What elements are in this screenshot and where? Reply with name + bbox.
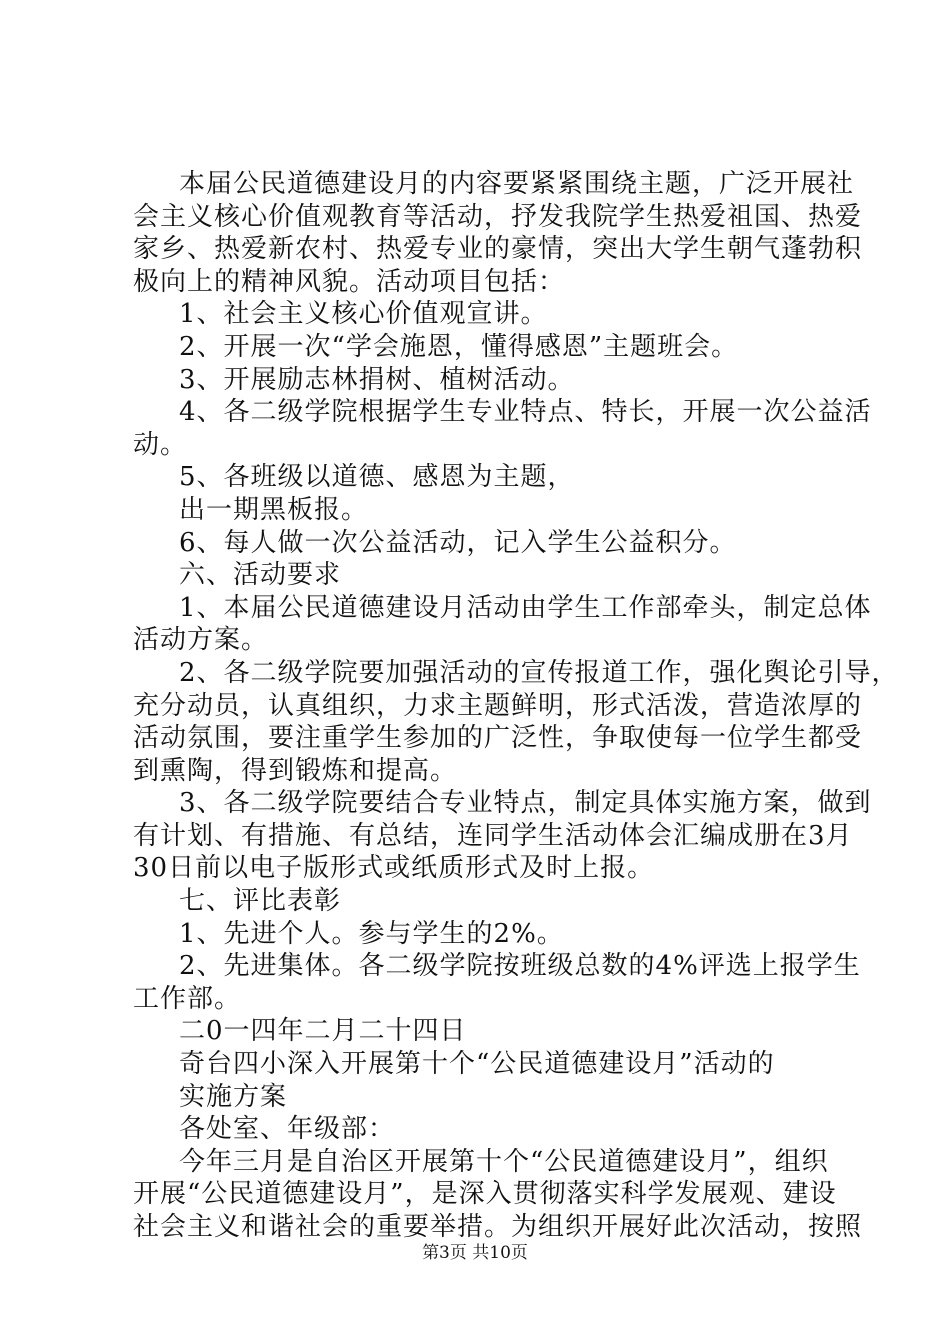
body-line: 本届公民道德建设月的内容要紧紧围绕主题，广泛开展社 (179, 169, 855, 199)
list-item: 1、社会主义核心价值观宣讲。 (179, 299, 548, 330)
list-item: 2、各二级学院要加强活动的宣传报道工作，强化舆论引导， (179, 657, 899, 688)
section-heading: 六、活动要求 (179, 560, 342, 591)
body-line: 活动方案。 (133, 625, 269, 656)
list-item: 3、开展励志林捐树、植树活动。 (179, 364, 575, 395)
body-line: 极向上的精神风貌。活动项目包括： (133, 266, 566, 297)
body-line: 家乡、热爱新农村、热爱专业的豪情，突出大学生朝气蓬勃积 (133, 234, 863, 265)
page-number: 第3页 共10页 (422, 1243, 528, 1263)
list-item: 3、各二级学院要结合专业特点，制定具体实施方案，做到 (179, 788, 872, 819)
body-line: 到熏陶，得到锻炼和提高。 (133, 755, 458, 786)
body-line: 会主义核心价值观教育等活动，抒发我院学生热爱祖国、热爱 (133, 201, 863, 232)
body-line: 活动氛围，要注重学生参加的广泛性，争取使每一位学生都受 (133, 723, 863, 754)
document-title: 实施方案 (179, 1081, 288, 1112)
list-item: 1、本届公民道德建设月活动由学生工作部牵头，制定总体 (179, 592, 872, 623)
list-item: 2、先进集体。各二级学院按班级总数的4%评选上报学生 (179, 951, 861, 982)
document-title: 奇台四小深入开展第十个“公民道德建设月”活动的 (179, 1049, 775, 1080)
body-line: 出一期黑板报。 (179, 494, 369, 525)
list-item: 2、开展一次“学会施恩，懂得感恩”主题班会。 (179, 331, 739, 362)
body-line: 动。 (133, 429, 188, 460)
salutation: 各处室、年级部： (179, 1114, 396, 1145)
section-heading: 七、评比表彰 (179, 886, 342, 917)
list-item: 6、每人做一次公益活动，记入学生公益积分。 (179, 527, 737, 558)
date-line: 二0一四年二月二十四日 (179, 1016, 467, 1047)
list-item: 4、各二级学院根据学生专业特点、特长，开展一次公益活 (179, 397, 872, 428)
list-item: 1、先进个人。参与学生的2%。 (179, 918, 564, 949)
body-line: 今年三月是自治区开展第十个“公民道德建设月”，组织 (179, 1146, 829, 1177)
body-line: 开展“公民道德建设月”，是深入贯彻落实科学发展观、建设 (133, 1179, 837, 1210)
body-line: 充分动员，认真组织，力求主题鲜明，形式活泼，营造浓厚的 (133, 690, 863, 721)
body-line: 30日前以电子版形式或纸质形式及时上报。 (133, 853, 655, 884)
body-line: 工作部。 (133, 983, 242, 1014)
body-line: 有计划、有措施、有总结，连同学生活动体会汇编成册在3月 (133, 820, 853, 851)
list-item: 5、各班级以道德、感恩为主题， (179, 462, 575, 493)
body-line: 社会主义和谐社会的重要举措。为组织开展好此次活动，按照 (133, 1212, 863, 1242)
document-body (133, 168, 899, 1244)
